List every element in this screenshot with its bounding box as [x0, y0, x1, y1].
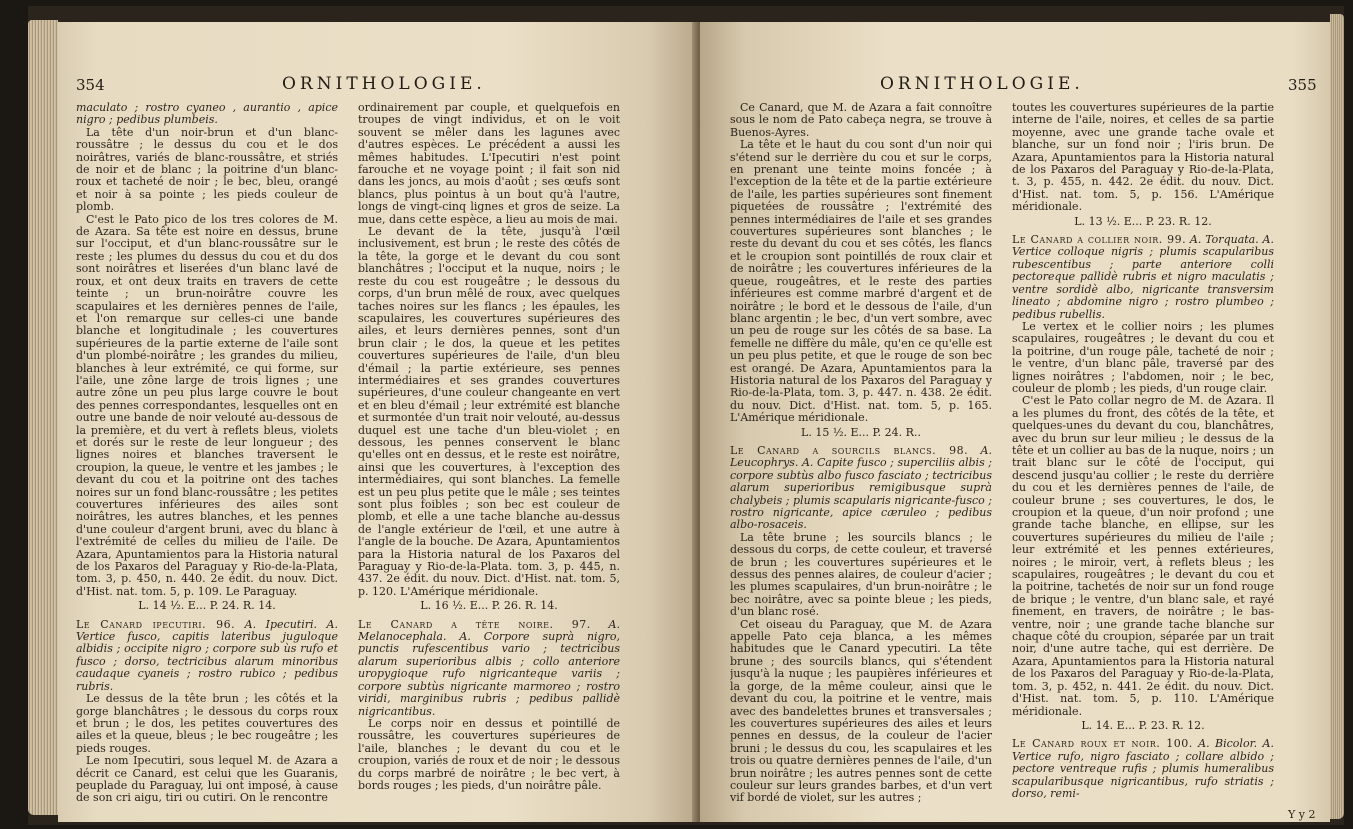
entry-latin: A. Torquata. A. Vertice colloque nigris ; plumis scapularibus rubescentibus ; parte anteriore colli pectoreque pallidè rubris et nigro maculatis ; ventre sordidè albo, nigricante transversim lineato ; abdomine nigro ; rostro plumbeo ; pedibus rubellis. [1012, 233, 1274, 321]
entry-heading [76, 619, 338, 693]
paragraph: C'est le Pato pico de los tres colores de M. de Azara. Sa tête est noire en dessus, brune sur l'occiput, et d'un blanc-roussâtre sur le reste ; les plumes du dessus du cou et du dos sont noirâtres et liserées d'un blanc lavé de roux, et ont deux traits en travers de cette teinte ; un brun-noirâtre couvre les scapulaires et les dernières pennes de l'aile, et l'on remarque sur celles-ci une bande blanche et longitudinale ; les couvertures supérieures de la partie externe de l'aile sont d'un plombé-noirâtre ; les grandes du milieu, blanches à leur extrémité, ce qui forme, sur l'aile, une zône large de trois lignes ; une autre zône un peu plus large couvre le bout des pennes correspondantes, lesquelles ont en outre une bande de noir velouté au-dessous de la première, et du vert à reflets bleus, violets et dorés sur le reste de leur longueur ; des lignes noires et blanches traversent le croupion, la queue, le ventre et les jambes ; le devant du cou et la poitrine ont des taches noires sur un fond blanc-roussâtre ; les petites couvertures inférieures des ailes sont noirâtres, les autres blanches, et les pennes d'une couleur d'argent bruni, avec du blanc à l'extrémité de celles du milieu de l'aile. De Azara, Apuntamientos para la Historia natural de los Paxaros del Paraguay y Rio-de-la-Plata, tom. 3, p. 450, n. 440. 2e édit. du nouv. Dict. d'Hist. nat. tom. 5, p. 109. Le Paraguay. [76, 212, 338, 598]
page-number: 354 [76, 76, 105, 94]
paragraph: La tête brune ; les sourcils blancs ; le dessous du corps, de cette couleur, et traversé de brun ; les couvertures supérieures et le dessus des pennes alaires, de couleur d'acier ; les plumes scapulaires, d'un brun-noirâtre ; le bec noirâtre, avec sa pointe bleue ; les pieds, d'un blanc rosé. [730, 530, 992, 619]
text-column-2 [358, 102, 620, 812]
paragraph: La tête et le haut du cou sont d'un noir qui s'étend sur le derrière du cou et sur le corps, en prenant une teinte moins foncée ; à l'exception de la tête et de la partie extérieure de l'aile, les parties supérieures sont finement piquetées de roussâtre ; l'extrémité des pennes intermédiaires de l'aile et ses grandes couvertures supérieures sont blanches ; le reste du devant du cou et ses côtés, les flancs et le croupion sont pointillés de roux clair et de noirâtre ; les couvertures inférieures de la queue, rougeâtres, et le reste des parties inférieures est comme marbré d'argent et de noirâtre ; le bord et le dessous de l'aile, d'un blanc argentin ; le bec, d'un vert sombre, avec un peu de rouge sur les côtés de sa base. La femelle ne diffère du mâle, qu'en ce qu'elle est un peu plus petite, et que le rouge de son bec est orangé. De Azara, Apuntamientos para la Historia natural de los Paxaros del Paraguay y Rio-de-la-Plata, tom. 3, p. 447. n. 438. 2e édit. du nouv. Dict. d'Hist. nat. tom. 5, p. 165. L'Amérique méridionale. [730, 138, 992, 425]
entry-heading [358, 619, 620, 718]
entry-latin: A. Bicolor. A. Vertice rufo, nigro fasciato ; collare albido ; pectore ventreque rufis ; plumis humeralibus scapularibusque nigricantibus, rufo striatis ; dorso, remi- [1012, 737, 1274, 800]
measurements: L. 15 ½. E... P. 24. R.. [801, 425, 921, 439]
paragraph: La tête d'un noir-brun et d'un blanc-roussâtre ; le dessus du cou et le dos noirâtres, variés de blanc-roussâtre, et striés de noir et de blanc ; la poitrine d'un blanc-roux et tacheté de noir ; le bec, bleu, orangé et noir à sa pointe ; les pieds couleur de plomb. [76, 125, 338, 214]
signature-mark: Y y 2 [1288, 808, 1316, 821]
page-number: 355 [1288, 76, 1317, 94]
entry-heading [1012, 234, 1274, 321]
page-edges-left [28, 20, 58, 815]
paragraph: Le dessus de la tête brun ; les côtés et la gorge blanchâtres ; le dessous du corps roux et brun ; le dos, les petites couvertures des ailes et la queue, bleus ; le bec rougeâtre ; les pieds rouges. [76, 692, 338, 755]
measurements: L. 14 ½. E... P. 24. R. 14. [138, 599, 276, 613]
running-head: ORNITHOLOGIE. [282, 74, 486, 94]
open-book [28, 6, 1344, 825]
latin-continuation: maculato ; rostro cyaneo , aurantio , apice nigro ; pedibus plumbeis. [76, 102, 338, 127]
text-column-1 [76, 102, 338, 812]
paragraph: ordinairement par couple, et quelquefois en troupes de vingt individus, et on le voit souvent se mêler dans les lagunes avec d'autres espèces. Le précédent a aussi les mêmes habitudes. L'Ipecutiri n'est point farouche et ne voyage point ; il fait son nid dans les joncs, au mois d'août ; ses œufs sont blancs, plus pointus à un bout qu'à l'autre, longs de vingt-cinq lignes et gros de seize. La mue, dans cette espèce, a lieu au mois de mai. [358, 102, 620, 226]
entry-heading [730, 445, 992, 532]
entry-title: Le Canard a sourcils blancs. 98. [730, 443, 969, 457]
entry-title: Le Canard a tête noire. 97. [358, 617, 591, 631]
running-head: ORNITHOLOGIE. [880, 74, 1084, 94]
paragraph: C'est le Pato collar negro de M. de Azara. Il a les plumes du front, des côtés de la tête, et quelques-unes du devant du cou, blanchâtres, avec du brun sur leur milieu ; le dessus de la tête et un collier au bas de la nuque, noirs ; un trait blanc sur le côté de l'occiput, qui descend jusqu'au collier ; le reste du derrière du cou et les dernières pennes de l'aile, de couleur brune ; ses couvertures, le dos, le croupion et la queue, d'un noir profond ; une grande tache blanche, en ellipse, sur les couvertures supérieures du milieu de l'aile ; leur extrémité et les pennes extérieures, noires ; le miroir, vert, à reflets bleus ; les scapulaires, rougeâtres ; le devant du cou et la poitrine, tachetés de noir sur un fond rouge de brique ; le ventre, d'un blanc sale, et rayé finement, en travers, de noirâtre ; le bas-ventre, noir ; une grande tache blanche sur chaque côté du croupion, séparée par un trait noir, d'une autre tache, qui est derrière. De Azara, Apuntamientos para la Historia natural de los Paxaros del Paraguay y Rio-de-la-Plata, tom. 3, p. 452, n. 441. 2e édit. du nouv. Dict. d'Hist. nat. tom. 5, p. 110. L'Amérique méridionale. [1012, 394, 1274, 718]
entry-title: Le Canard ipecutiri. 96. [76, 617, 236, 631]
paragraph: toutes les couvertures supérieures de la partie interne de l'aile, noires, et celles de sa partie moyenne, avec une grande tache ovale et blanche, sur un fond noir ; l'iris brun. De Azara, Apuntamientos para la Historia natural de los Paxaros del Paraguay y Rio-de-la-Plata, t. 3, p. 455, n. 442. 2e édit. du nouv. Dict. d'Hist. nat. tom. 5, p. 156. L'Amérique méridionale. [1012, 102, 1274, 214]
measurements: L. 14. E... P. 23. R. 12. [1081, 718, 1205, 732]
entry-title: Le Canard a collier noir. 99. [1012, 233, 1187, 247]
entry-title: Le Canard roux et noir. 100. [1012, 737, 1193, 751]
entry-latin: A. Melanocephala. A. Corpore suprà nigro, punctis rufescentibus vario ; tectricibus alarum superioribus albis ; collo anteriore uropygioque rufo nigricanteque variis ; corpore subtùs nigricante marmoreo ; rostro viridi, marginibus rubris ; pedibus pallidè nigricantibus. [358, 617, 620, 718]
text-column-1 [730, 102, 992, 812]
entry-latin: A. Ipecutiri. A. Vertice fusco, capitis lateribus juguloque albidis ; occipite nigro ; corpore sub ùs rufo et fusco ; dorso, tectricibus alarum minoribus caudaque cyaneis ; rostro rubico ; pedibus rubris. [76, 617, 338, 693]
right-page [700, 22, 1330, 822]
paragraph: Le nom Ipecutiri, sous lequel M. de Azara a décrit ce Canard, est celui que les Guaranis, peuplade du Paraguay, lui ont imposé, à cause de son cri aigu, tiri ou cutiri. On le rencontre [76, 754, 338, 805]
left-page [58, 22, 698, 822]
paragraph: Le devant de la tête, jusqu'à l'œil inclusivement, est brun ; le reste des côtés de la tête, la gorge et le devant du cou sont blanchâtres ; l'occiput et la nuque, noirs ; le reste du cou est rougeâtre ; le dessous du corps, d'un brun mêlé de roux, avec quelques taches noires sur les flancs ; les épaules, les scapulaires, les couvertures supérieures des ailes, et leurs dernières pennes, sont d'un brun clair ; le dos, la queue et les petites couvertures supérieures de l'aile, d'un bleu d'émail ; la partie extérieure, ses pennes intermédiaires et ses grandes couvertures supérieures, d'une couleur changeante en vert et en bleu d'émail ; leur extrémité est blanche et surmontée d'un trait noir velouté, au-dessus duquel est une tache d'un bleu-violet ; en dessous, les pennes conservent le blanc qu'elles ont en dessus, et le reste est noirâtre, ainsi que les couvertures, à l'exception des intermédiaires, qui sont blanches. La femelle est un peu plus petite que le mâle ; ses teintes sont plus foibles ; son bec est couleur de plomb, et elle a une tache blanche au-dessus de l'angle extérieur de l'œil, et une autre à l'angle de la bouche. De Azara, Apuntamientos para la Historia natural de los Paxaros del Paraguay y Rio-de-la-Plata. tom. 3, p. 445, n. 437. 2e édit. du nouv. Dict. d'Hist. nat. tom. 5, p. 120. L'Amérique méridionale. [358, 225, 620, 598]
text-column-2 [1012, 102, 1274, 812]
paragraph: Ce Canard, que M. de Azara a fait connoître sous le nom de Pato cabeça negra, se trouve à Buenos-Ayres. [730, 102, 992, 139]
paragraph: Cet oiseau du Paraguay, que M. de Azara appelle Pato ceja blanca, a les mêmes habitudes que le Canard ypecutiri. La tête brune ; des sourcils blancs, qui s'étendent jusqu'à la nuque ; les paupières inférieures et la gorge, de la même couleur, ainsi que le devant du cou, la poitrine et le ventre, mais avec des bandelettes brunes et transversales ; les couvertures supérieures des ailes et leurs pennes en dessus, de la couleur de l'acier bruni ; le dessus du cou, les scapulaires et les trois ou quatre dernières pennes de l'aile, d'un brun noirâtre ; les autres pennes sont de cette couleur sur leurs grandes barbes, et d'un vert vif bordé de violet, sur les autres ; [730, 617, 992, 805]
page-edges-right [1330, 14, 1344, 819]
measurements: L. 13 ½. E... P. 23. R. 12. [1074, 214, 1212, 228]
paragraph: Le vertex et le collier noirs ; les plumes scapulaires, rougeâtres ; le devant du cou et la poitrine, d'un rouge pâle, tacheté de noir ; le ventre, d'un blanc pâle, traversé par des lignes noirâtres ; l'abdomen, noir ; le bec, couleur de plomb ; les pieds, d'un rouge clair. [1012, 319, 1274, 395]
entry-heading [1012, 738, 1274, 800]
paragraph: Le corps noir en dessus et pointillé de roussâtre, les couvertures supérieures de l'aile, blanches ; le devant du cou et le croupion, variés de roux et de noir ; le dessous du corps marbré de noirâtre ; le bec vert, à bords rouges ; les pieds, d'un noirâtre pâle. [358, 716, 620, 792]
entry-latin: A. Leucophrys. A. Capite fusco ; superciliis albis ; corpore subtùs albo fusco fasciato ; tectricibus alarum superioribus remigibusque suprà chalybeis ; plumis scapularis nigricante-fusco ; rostro nigricante, apice cæruleo ; pedibus albo-rosaceis. [730, 443, 992, 532]
measurements: L. 16 ½. E... P. 26. R. 14. [420, 599, 558, 613]
